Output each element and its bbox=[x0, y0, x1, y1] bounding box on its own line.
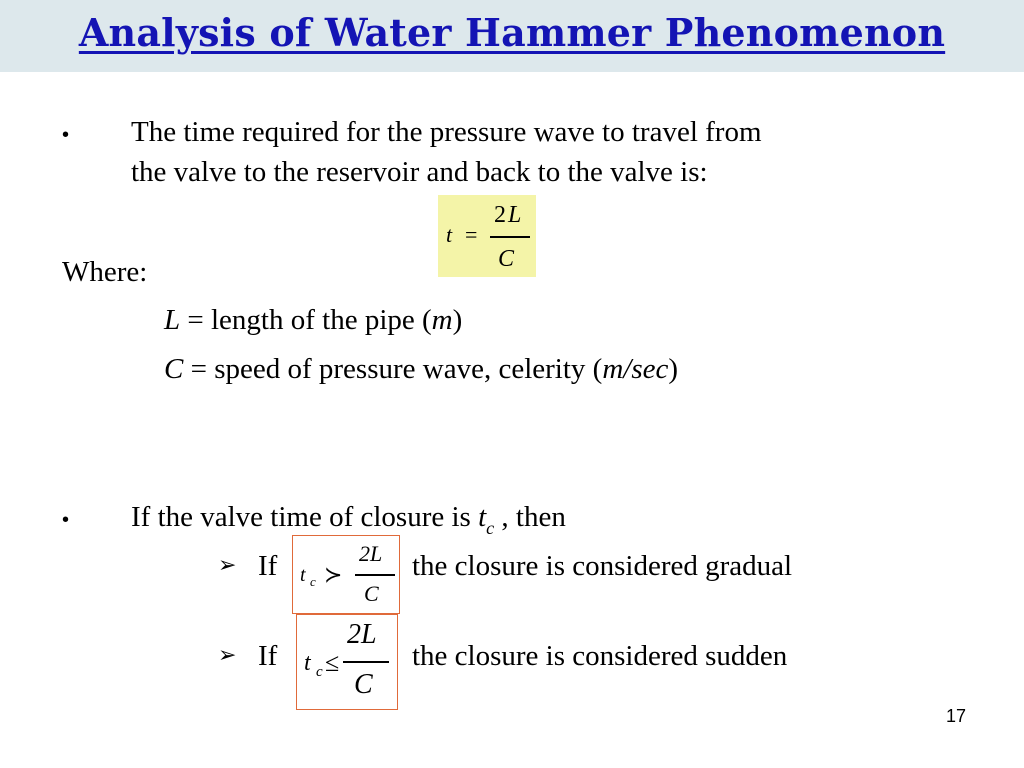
condition2-if: If bbox=[258, 640, 278, 672]
slide-title: Analysis of Water Hammer Phenomenon bbox=[78, 10, 946, 55]
condition1-if: If bbox=[258, 550, 278, 582]
formula-den: C bbox=[498, 246, 515, 272]
cond2-sub: c bbox=[316, 664, 323, 680]
cond1-fraction-line bbox=[355, 574, 395, 576]
arrow-bullet-icon: ➢ bbox=[218, 553, 237, 578]
condition2-formula-box bbox=[296, 614, 398, 710]
cond1-t: t bbox=[300, 564, 306, 586]
bullet2-text: If the valve time of closure is $t_c$ , then bbox=[131, 501, 566, 538]
cond2-op: ≤ bbox=[325, 648, 340, 677]
formula-num-coef: 2 bbox=[494, 202, 506, 228]
bullet1-line1: The time required for the pressure wave to travel from bbox=[131, 116, 762, 148]
bullet-marker: • bbox=[62, 124, 70, 146]
cond2-num: 2L bbox=[347, 619, 377, 650]
bullet-marker: • bbox=[62, 509, 70, 531]
cond2-fraction-line bbox=[343, 661, 389, 663]
def-length: L = length of the pipe (m) bbox=[164, 304, 463, 336]
cond1-den: C bbox=[364, 581, 379, 606]
cond1-op: ≻ bbox=[324, 562, 343, 587]
where-label: Where: bbox=[62, 256, 148, 288]
def-celerity: C = speed of pressure wave, celerity (m/sec) bbox=[164, 353, 679, 385]
condition1-formula-box bbox=[292, 535, 400, 614]
cond2-den: C bbox=[354, 669, 373, 700]
formula-fraction-line bbox=[490, 236, 530, 238]
formula-equals: = bbox=[465, 222, 478, 247]
cond1-num: 2L bbox=[359, 541, 383, 566]
bullet1-line2: the valve to the reservoir and back to the valve is: bbox=[131, 156, 708, 188]
cond2-t: t bbox=[304, 650, 311, 676]
condition1-text: the closure is considered gradual bbox=[412, 550, 793, 582]
cond1-sub: c bbox=[310, 574, 316, 589]
page-number: 17 bbox=[945, 706, 966, 726]
main-formula-box bbox=[438, 195, 536, 277]
condition2-text: the closure is considered sudden bbox=[412, 640, 788, 672]
arrow-bullet-icon: ➢ bbox=[218, 643, 237, 668]
formula-t: t bbox=[446, 222, 453, 247]
formula-num-var: L bbox=[508, 202, 522, 228]
